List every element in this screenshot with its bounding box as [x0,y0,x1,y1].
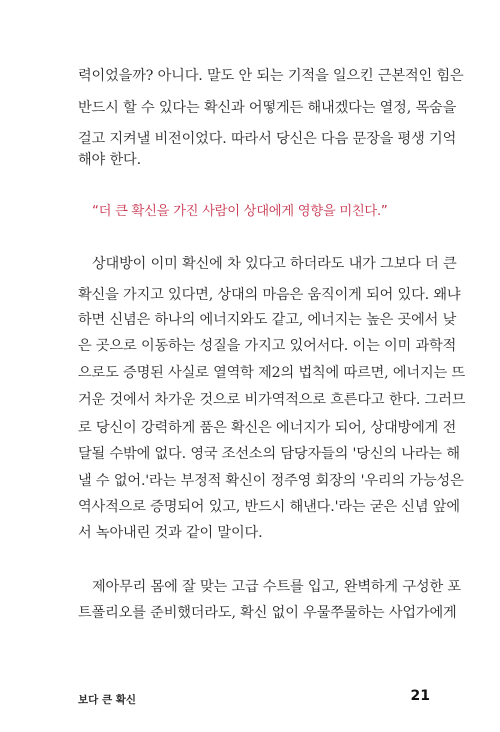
body-text-line: 반드시 할 수 있다는 확신과 어떻게든 해내겠다는 열정, 목숨을 [78,100,457,116]
page-number: 21 [410,688,430,704]
body-text-line: 역사적으로 증명되어 있고, 반드시 해낸다.'라는 굳은 신념 앞에 [78,499,460,515]
body-text-line: 으로도 증명된 사실로 열역학 제2의 법칙에 따르면, 에너지는 뜨 [78,365,465,381]
body-text-line: 서 녹아내린 것과 같이 말이다. [78,525,263,541]
body-text-line: 하면 신념은 하나의 에너지와도 같고, 에너지는 높은 곳에서 낮 [78,312,457,328]
body-text-line: 로 당신이 강력하게 품은 확신은 에너지가 되어, 상대방에게 전 [78,420,457,436]
body-text-line: 상대방이 이미 확신에 차 있다고 하더라도 내가 그보다 더 큰 [92,256,457,272]
body-text-line: 거운 것에서 차가운 것으로 비가역적으로 흐른다고 한다. 그러므 [78,392,466,408]
body-text-line: 트폴리오를 준비했더라도, 확신 없이 우물쭈물하는 사업가에게 [78,605,457,621]
body-text-line: 해야 한다. [78,152,141,168]
body-text-line: 은 곳으로 이동하는 성질을 가지고 있어서다. 이는 이미 과학적 [78,338,457,354]
body-text-line: 낼 수 없어.'라는 부정적 확신이 정주영 회장의 '우리의 가능성은 [78,473,464,489]
body-text-line: 제아무리 몸에 잘 맞는 고급 수트를 입고, 완벽하게 구성한 포 [92,579,461,595]
body-text-line: 걸고 지켜낼 비전이었다. 따라서 당신은 다음 문장을 평생 기억 [78,131,457,147]
body-text-line: 달될 수밖에 없다. 영국 조선소의 담당자들의 '당신의 나라는 해 [78,446,460,462]
pull-quote: “더 큰 확신을 가진 사람이 상대에게 영향을 미친다.” [92,204,388,219]
running-footer-title: 보다 큰 확신 [78,694,137,706]
body-text-line: 확신을 가지고 있다면, 상대의 마음은 움직이게 되어 있다. 왜냐 [78,287,461,303]
body-text-line: 력이었을까? 아니다. 말도 안 되는 기적을 일으킨 근본적인 힘은 [78,68,464,84]
